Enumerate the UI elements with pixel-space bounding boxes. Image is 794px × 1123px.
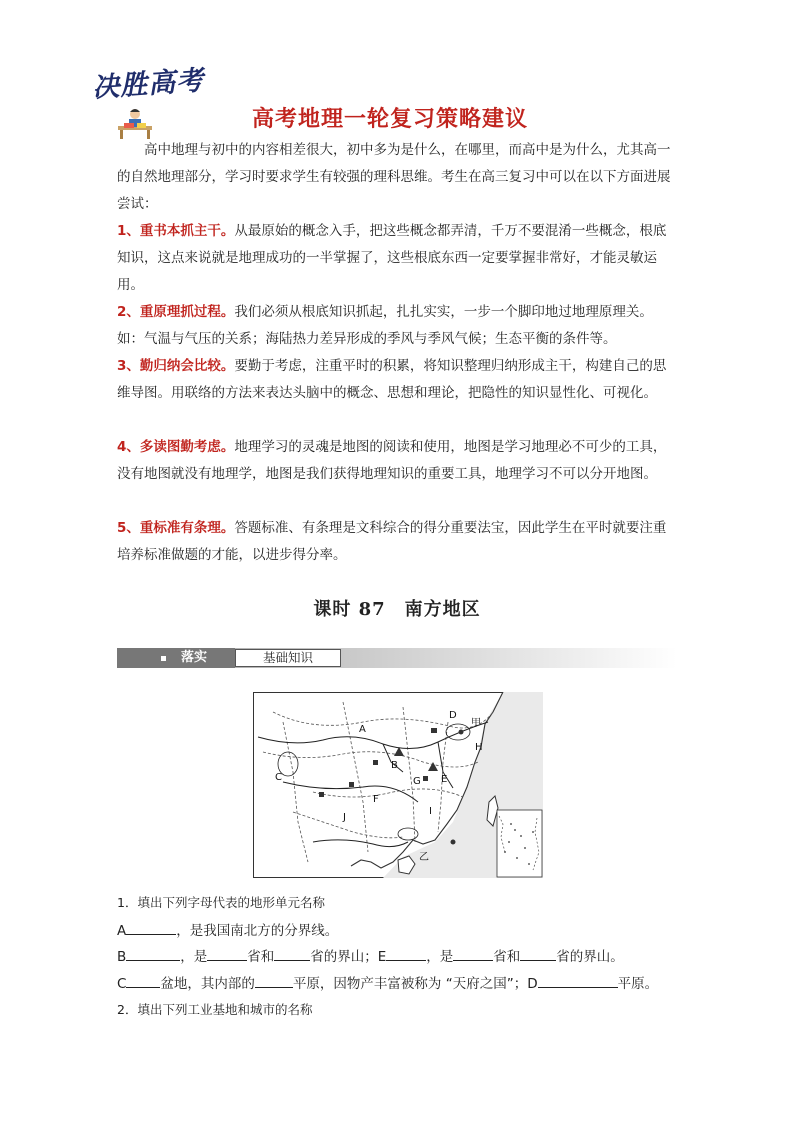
map-label-a: A xyxy=(359,724,366,735)
tip-text: 的思维导图。用联络的方法来表达头脑中的概念、思想和理论，把隐性的知识显性化、 xyxy=(117,358,667,401)
map-label-i: I xyxy=(429,806,432,817)
question-1c xyxy=(117,972,658,992)
logo-text: 决胜高考 xyxy=(91,65,206,104)
tip-3 xyxy=(117,353,679,407)
logo xyxy=(84,58,212,138)
tip-text: 从最原始的概念入手，把这些概念都弄清，千万不要混淆一些概念， xyxy=(234,223,640,239)
map-label-f: F xyxy=(373,794,379,805)
square-bullet-icon xyxy=(161,656,166,661)
south-china-map xyxy=(253,692,543,878)
tip-text: 注重培养标准做题的才能，以进步得分率。 xyxy=(117,520,667,563)
tip-text: 具，没有地图就没有地理学，地图是我们获得地理知识的重要工具，地理学习不可以分 xyxy=(117,439,667,482)
section-banner xyxy=(117,648,677,668)
answer-blank[interactable] xyxy=(126,947,180,961)
intro-line: 高中地理与初中的内容相差很大，初中多为是什么，在哪里，而高中是为什么，尤 xyxy=(144,142,630,158)
tip-text: 地理学习的灵魂是地图的阅读和使用，地图是学习地理必不可少的工 xyxy=(234,439,640,455)
tip-heading: 3、勤归纳会比较。 xyxy=(117,358,235,374)
map-label-c: C xyxy=(275,772,282,783)
intro-line: 以下方面进展尝试： xyxy=(117,169,671,212)
q1c-text: 盆地，其内部的 xyxy=(160,976,255,992)
q1b-text: 省和 xyxy=(493,949,521,965)
tip-text: 我们必须从根底知识抓起，扎扎实实，一步一个脚印地过地理原理关。 xyxy=(234,304,653,320)
map-label-h: H xyxy=(475,742,483,753)
question-2-heading: 2．填出下列工业基地和城市的名称 xyxy=(117,1002,313,1017)
q1a-text: A xyxy=(117,923,127,939)
tip-heading: 5、重标准有条理。 xyxy=(117,520,235,536)
map-label-b: B xyxy=(391,760,398,771)
q1c-text: 平原。 xyxy=(617,976,659,992)
main-title: 高考地理一轮复习策略建议 xyxy=(252,107,529,132)
answer-blank[interactable] xyxy=(126,974,160,988)
q1b-text: B xyxy=(117,949,127,965)
question-1-heading: 1．填出下列字母代表的地形单元名称 xyxy=(117,895,325,910)
tip-text: 可视化。 xyxy=(603,385,657,401)
tip-text: 如：气温与气压的关系；海陆热力差异形成的季风与季风气候；生态平衡的条件等。 xyxy=(117,331,617,347)
q1a-text: ，是我国南北方的分界线。 xyxy=(176,923,339,939)
q1c-text: 平原，因物产丰富被称为 “天府之国”；D xyxy=(292,976,538,992)
lesson-title: 课时 87 南方地区 xyxy=(313,599,481,620)
tip-1 xyxy=(117,218,679,299)
banner-dark-label: 落实 xyxy=(181,650,208,665)
tip-text: 开地图。 xyxy=(603,466,657,482)
map-label-yi: 乙 xyxy=(419,852,429,863)
tip-heading: 2、重原理抓过程。 xyxy=(117,304,235,320)
banner-dark-tab xyxy=(117,648,235,668)
answer-blank[interactable] xyxy=(520,947,556,961)
intro-line: 其高一的自然地理部分，学习时要求学生有较强的理科思维。考生在高三复习中可以在 xyxy=(117,142,671,185)
tip-text: 根底知识，这点来说就是地理成功的一半掌握了，这些根底东西一定要掌握非常好，才 xyxy=(117,223,667,266)
tip-text: 要勤于考虑，注重平时的积累，将知识整理归纳形成主干，构建自己 xyxy=(234,358,640,374)
tip-heading: 1、重书本抓主干。 xyxy=(117,223,235,239)
tip-5 xyxy=(117,515,679,569)
answer-blank[interactable] xyxy=(386,947,426,961)
q1c-text: C xyxy=(117,976,127,992)
map-label-jia: 甲 xyxy=(471,718,481,729)
q1b-text: ，是 xyxy=(426,949,454,965)
question-1b xyxy=(117,945,624,965)
map-label-g: G xyxy=(413,776,421,787)
answer-blank[interactable] xyxy=(207,947,247,961)
question-1a xyxy=(117,919,338,939)
student-reading-icon xyxy=(110,106,160,140)
answer-blank[interactable] xyxy=(274,947,310,961)
tip-heading: 4、多读图勤考虑。 xyxy=(117,439,235,455)
answer-blank[interactable] xyxy=(255,974,293,988)
map-label-e: E xyxy=(441,774,448,785)
tip-4 xyxy=(117,434,679,488)
map-label-j: J xyxy=(343,812,346,823)
tip-text: 答题标准、有条理是文科综合的得分重要法宝，因此学生在平时就要 xyxy=(234,520,640,536)
map-label-d: D xyxy=(449,710,457,721)
answer-blank[interactable] xyxy=(126,921,176,935)
answer-blank[interactable] xyxy=(538,974,618,988)
q1b-text: 省和 xyxy=(247,949,275,965)
intro-paragraph xyxy=(117,137,679,218)
banner-box-label: 基础知识 xyxy=(235,649,341,667)
tip-2 xyxy=(117,299,679,353)
tip-text: 能灵敏运用。 xyxy=(117,250,657,293)
q1b-text: 省的界山；E xyxy=(310,949,387,965)
q1b-text: 省的界山。 xyxy=(556,949,624,965)
q1b-text: ，是 xyxy=(180,949,208,965)
answer-blank[interactable] xyxy=(453,947,493,961)
